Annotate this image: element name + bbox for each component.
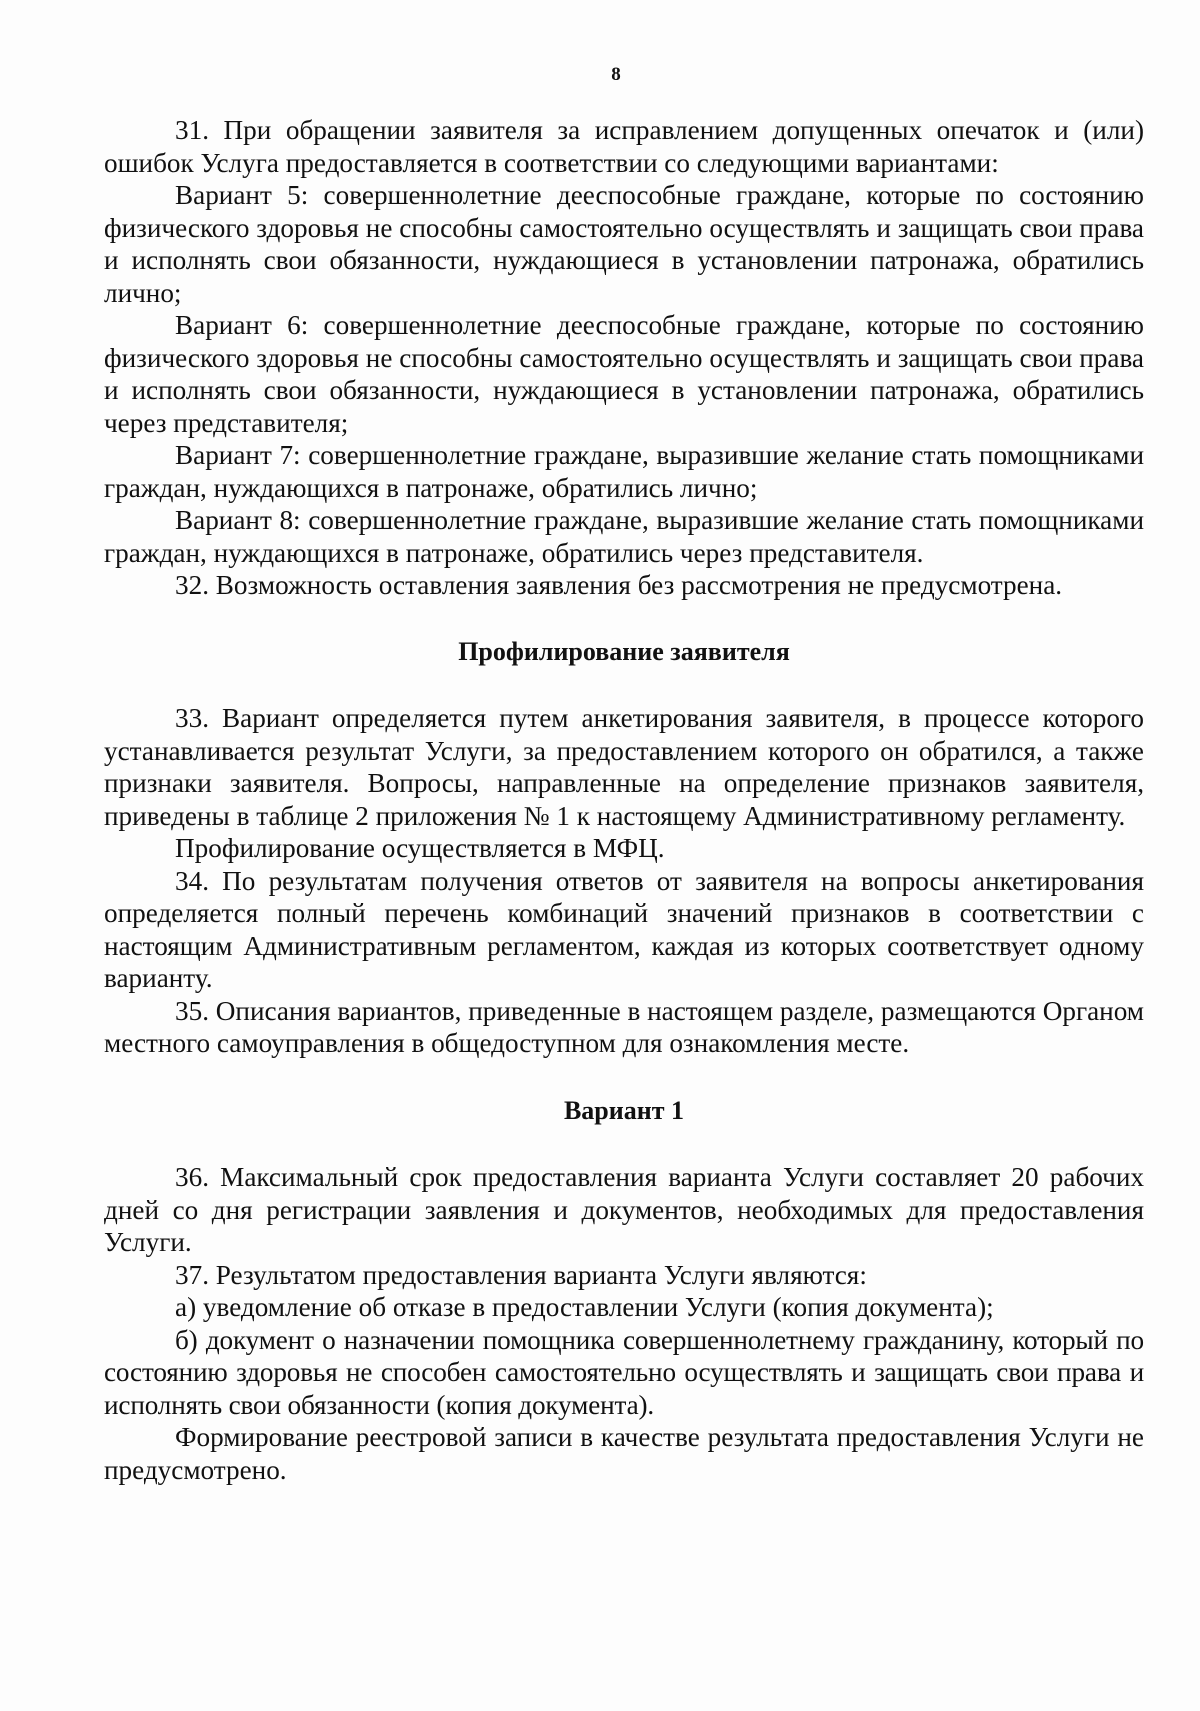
paragraph-31: 31. При обращении заявителя за исправлением допущенных опечаток и (или) ошибок Услуга предоставляется в соответствии со следующими вариантами: — [104, 115, 1144, 178]
paragraph-33: 33. Вариант определяется путем анкетирования заявителя, в процессе которого устанавливается результат Услуги, за предоставлением которого он обратился, а также признаки заявителя. Вопросы, направленные на определение признаков заявителя, приведены в таблице 2 приложения № 1 к настоящему Административному регламенту. — [104, 703, 1144, 831]
paragraph-variant-8: Вариант 8: совершеннолетние граждане, выразившие желание стать помощниками граждан, нуждающихся в патронаже, обратились через представителя. — [104, 505, 1144, 568]
paragraph-37: 37. Результатом предоставления варианта Услуги являются: — [175, 1259, 867, 1290]
paragraph-34: 34. По результатам получения ответов от заявителя на вопросы анкетирования определяется полный перечень комбинаций значений признаков в соответствии с настоящим Административным регламентом, каждая из которых соответствует одному варианту. — [104, 865, 1144, 993]
paragraph-variant-7: Вариант 7: совершеннолетние граждане, выразившие желание стать помощниками граждан, нуждающихся в патронаже, обратились лично; — [104, 440, 1144, 503]
section-heading-profiling: Профилирование заявителя — [458, 636, 790, 666]
paragraph-36: 36. Максимальный срок предоставления варианта Услуги составляет 20 рабочих дней со дня регистрации заявления и документов, необходимых для предоставления Услуги. — [104, 1162, 1144, 1257]
paragraph-37-a: а) уведомление об отказе в предоставлении Услуги (копия документа); — [175, 1292, 994, 1322]
paragraph-32: 32. Возможность оставления заявления без рассмотрения не предусмотрена. — [175, 570, 1063, 600]
section-heading-variant-1: Вариант 1 — [563, 1095, 685, 1125]
document-body — [104, 114, 1144, 1486]
paragraph-profiling-mfc: Профилирование осуществляется в МФЦ. — [175, 833, 665, 863]
paragraph-37-b: б) документ о назначении помощника совершеннолетнему гражданину, который по состоянию здоровья не способен самостоятельно осуществлять и защищать свои права и исполнять свои обязанности (копия документа). — [104, 1324, 1144, 1420]
paragraph-variant-5: Вариант 5: совершеннолетние дееспособные граждане, которые по состоянию физического здоровья не способны самостоятельно осуществлять и защищать свои права и исполнять свои обязанности, нуждающиеся в установлении патронажа, обратились лично; — [104, 180, 1144, 308]
paragraph-registry-record: Формирование реестровой записи в качестве результата предоставления Услуги не предусмотрено. — [104, 1422, 1144, 1485]
paragraph-variant-6: Вариант 6: совершеннолетние дееспособные граждане, которые по состоянию физического здоровья не способны самостоятельно осуществлять и защищать свои права и исполнять свои обязанности, нуждающиеся в установлении патронажа, обратились через представителя; — [104, 310, 1144, 438]
paragraph-35: 35. Описания вариантов, приведенные в настоящем разделе, размещаются Органом местного самоуправления в общедоступном для ознакомления месте. — [104, 995, 1145, 1058]
page-number: 8 — [611, 64, 621, 85]
